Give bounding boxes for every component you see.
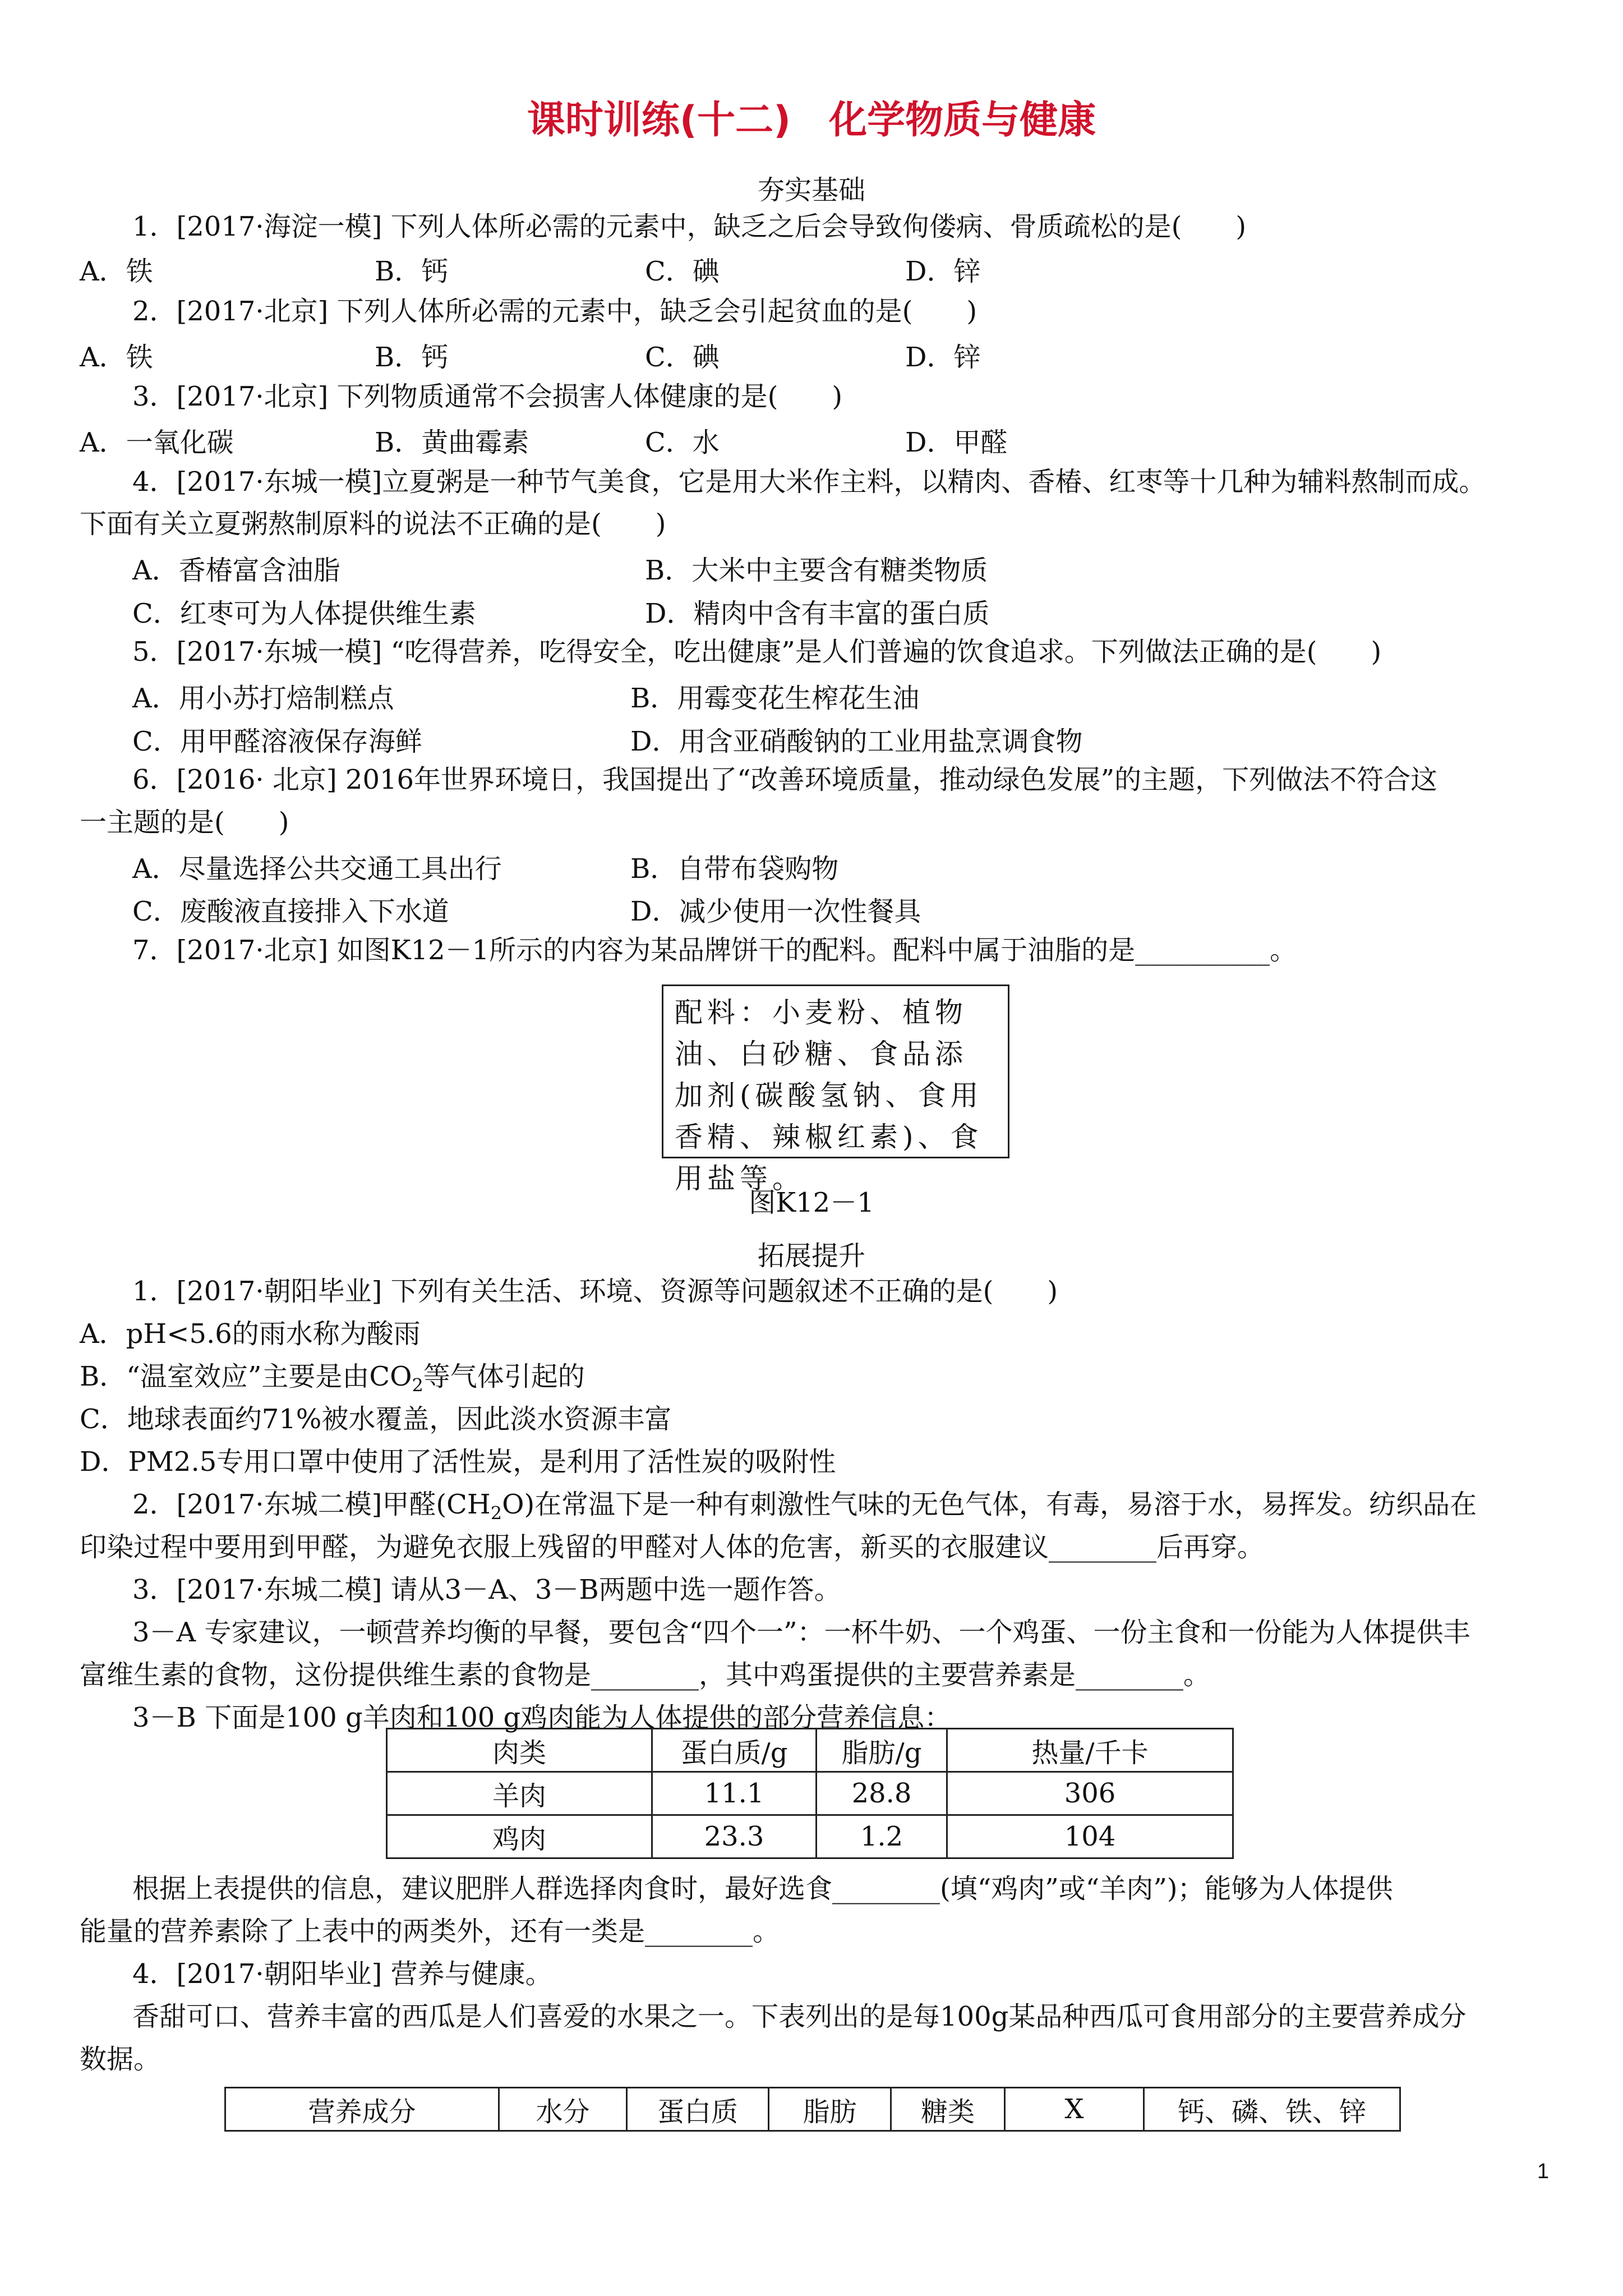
q1-4-option-b: B．大米中主要含有糖类物质: [645, 555, 988, 586]
table-cell: 鸡肉: [387, 1815, 652, 1858]
q1-5-option-b: B．用霉变花生榨花生油: [630, 683, 920, 714]
question-2-1-stem: 1．[2017·朝阳毕业] 下列有关生活、环境、资源等问题叙述不正确的是( ): [132, 1276, 1058, 1307]
q1-1-option-b: B．钙: [375, 256, 449, 287]
question-1-6-stem-line2: 一主题的是( ): [80, 807, 289, 838]
page-title: 课时训练(十二) 化学物质与健康: [527, 98, 1096, 142]
table-cell: 306: [947, 1772, 1233, 1815]
q2-1-option-a: A．pH<5.6的雨水称为酸雨: [80, 1318, 421, 1350]
question-2-3a-line1: 3－A 专家建议，一顿营养均衡的早餐，要包含“四个一”：一杯牛奶、一个鸡蛋、一份主食和一份能为人体提供丰: [132, 1617, 1470, 1648]
question-1-3-stem: 3．[2017·北京] 下列物质通常不会损害人体健康的是( ): [132, 381, 843, 412]
table-cell: 1.2: [817, 1815, 947, 1858]
page-number: 1: [1537, 2160, 1549, 2183]
question-1-2-stem: 2．[2017·北京] 下列人体所必需的元素中，缺乏会引起贫血的是( ): [132, 296, 978, 327]
table-header-cell: 水分: [499, 2088, 627, 2131]
question-1-4-stem-line2: 下面有关立夏粥熬制原料的说法不正确的是( ): [80, 508, 666, 540]
q1-1-option-a: A．铁: [80, 256, 153, 287]
question-2-3a-line2: 富维生素的食物，这份提供维生素的食物是________，其中鸡蛋提供的主要营养素是________。: [80, 1659, 1211, 1691]
q1-3-option-a: A．一氧化碳: [80, 427, 234, 458]
table-cell: 104: [947, 1815, 1233, 1858]
q1-4-option-d: D．精肉中含有丰富的蛋白质: [645, 598, 990, 629]
table-header-cell: 热量/千卡: [947, 1729, 1233, 1772]
question-2-3b-after-line1: 根据上表提供的信息，建议肥胖人群选择肉食时，最好选食________(填“鸡肉”或“羊肉”)；能够为人体提供: [132, 1873, 1393, 1904]
q1-6-option-c: C．废酸液直接排入下水道: [132, 896, 449, 927]
question-2-2-line2: 印染过程中要用到甲醛，为避免衣服上残留的甲醛对人体的危害，新买的衣服建议________后再穿。: [80, 1531, 1265, 1563]
table-header-cell: 钙、磷、铁、锌: [1144, 2088, 1400, 2131]
q1-3-option-d: D．甲醛: [905, 427, 1008, 458]
q2-1-option-b: B．“温室效应”主要是由$CO_2$等气体引起的: [80, 1361, 585, 1396]
question-2-3b-after-line2: 能量的营养素除了上表中的两类外，还有一类是________。: [80, 1916, 780, 1947]
question-1-1-stem: 1．[2017·海淀一模] 下列人体所必需的元素中，缺乏之后会导致佝偻病、骨质疏松的是( ): [132, 211, 1247, 242]
table-header-cell: 肉类: [387, 1729, 652, 1772]
q1-4-option-a: A．香椿富含油脂: [132, 555, 340, 586]
q1-1-option-c: C．碘: [645, 256, 720, 287]
q1-3-option-c: C．水: [645, 427, 720, 458]
table-row: [387, 1815, 1233, 1858]
table-header-cell: 蛋白质/g: [652, 1729, 817, 1772]
section-heading-advanced: 拓展提升: [757, 1240, 865, 1272]
ingredients-figure-box: 配料：小麦粉、植物油、白砂糖、食品添加剂(碳酸氢钠、食用香精、辣椒红素)、食用盐等。: [662, 984, 1009, 1158]
q1-2-option-c: C．碘: [645, 342, 720, 373]
table-header-cell: 营养成分: [225, 2088, 499, 2131]
q1-4-option-c: C．红枣可为人体提供维生素: [132, 598, 476, 629]
table-header-cell: 糖类: [891, 2088, 1005, 2131]
q1-1-option-d: D．锌: [905, 256, 981, 287]
watermelon-nutrition-table: [224, 2087, 1401, 2132]
table-header-row: [387, 1729, 1233, 1772]
q1-5-option-a: A．用小苏打焙制糕点: [132, 683, 394, 714]
table-header-cell: 脂肪: [769, 2088, 891, 2131]
table-header-row: [225, 2088, 1400, 2131]
table-cell: 28.8: [817, 1772, 947, 1815]
q1-6-option-a: A．尽量选择公共交通工具出行: [132, 853, 502, 885]
q1-2-option-a: A．铁: [80, 342, 153, 373]
q1-3-option-b: B．黄曲霉素: [375, 427, 529, 458]
table-header-cell: X: [1005, 2088, 1144, 2131]
q2-1-option-d: D．PM2.5专用口罩中使用了活性炭，是利用了活性炭的吸附性: [80, 1446, 836, 1478]
meat-nutrition-table: [386, 1728, 1234, 1859]
q1-6-option-d: D．减少使用一次性餐具: [630, 896, 921, 927]
question-1-4-stem-line1: 4．[2017·东城一模]立夏粥是一种节气美食，它是用大米作主料，以精肉、香椿、红枣等十几种为辅料熬制而成。: [132, 466, 1486, 498]
question-2-4-para-line2: 数据。: [80, 2044, 161, 2075]
q1-5-option-c: C．用甲醛溶液保存海鲜: [132, 726, 422, 757]
question-1-5-stem: 5．[2017·东城一模] “吃得营养，吃得安全，吃出健康”是人们普遍的饮食追求。下列做法正确的是( ): [132, 636, 1382, 668]
q1-6-option-b: B．自带布袋购物: [630, 853, 839, 885]
table-cell: 23.3: [652, 1815, 817, 1858]
q1-2-option-b: B．钙: [375, 342, 449, 373]
figure-caption: 图K12－1: [749, 1187, 874, 1218]
question-1-7-stem: 7．[2017·北京] 如图K12－1所示的内容为某品牌饼干的配料。配料中属于油脂的是__________。: [132, 935, 1297, 966]
question-2-3-stem: 3．[2017·东城二模] 请从3－A、3－B两题中选一题作答。: [132, 1574, 841, 1605]
question-2-4-stem: 4．[2017·朝阳毕业] 营养与健康。: [132, 1958, 552, 1990]
table-row: [387, 1772, 1233, 1815]
table-cell: 11.1: [652, 1772, 817, 1815]
q1-5-option-d: D．用含亚硝酸钠的工业用盐烹调食物: [630, 726, 1083, 757]
q1-2-option-d: D．锌: [905, 342, 981, 373]
question-1-6-stem-line1: 6．[2016· 北京] 2016年世界环境日，我国提出了“改善环境质量，推动绿色发展”的主题，下列做法不符合这: [132, 764, 1438, 795]
section-heading-basic: 夯实基础: [757, 174, 865, 206]
question-2-4-para-line1: 香甜可口、营养丰富的西瓜是人们喜爱的水果之一。下表列出的是每100g某品种西瓜可食用部分的主要营养成分: [132, 2001, 1467, 2032]
table-header-cell: 脂肪/g: [817, 1729, 947, 1772]
question-2-2-line1: 2．[2017·东城二模]甲醛$(CH_2O)$在常温下是一种有刺激性气味的无色气体，有毒，易溶于水，易挥发。纺织品在: [132, 1489, 1477, 1524]
question-2-3b-intro: 3－B 下面是100 g羊肉和100 g鸡肉能为人体提供的部分营养信息：: [132, 1702, 952, 1733]
table-header-cell: 蛋白质: [627, 2088, 769, 2131]
table-cell: 羊肉: [387, 1772, 652, 1815]
q2-1-option-c: C．地球表面约71%被水覆盖，因此淡水资源丰富: [80, 1404, 672, 1435]
